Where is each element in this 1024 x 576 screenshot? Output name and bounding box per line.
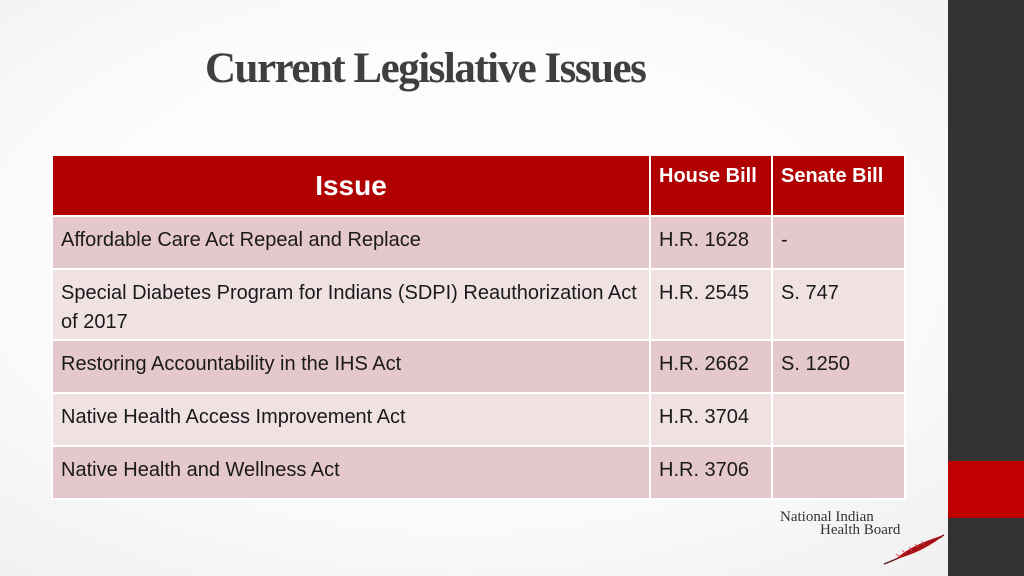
logo-text-line2: Health Board bbox=[820, 522, 901, 538]
header-senate-bill: Senate Bill bbox=[772, 155, 905, 216]
issue-cell: Native Health and Wellness Act bbox=[52, 446, 650, 499]
feather-icon bbox=[882, 532, 946, 566]
table-row bbox=[52, 393, 905, 446]
issue-cell: Special Diabetes Program for Indians (SDPI) Reauthorization Act of 2017 bbox=[52, 269, 650, 340]
house-bill-cell: H.R. 3706 bbox=[650, 446, 772, 499]
sidebar-accent-block bbox=[948, 461, 1024, 518]
table-row bbox=[52, 446, 905, 499]
senate-bill-cell bbox=[772, 446, 905, 499]
issue-cell: Restoring Accountability in the IHS Act bbox=[52, 340, 650, 393]
table-row bbox=[52, 269, 905, 340]
header-issue: Issue bbox=[52, 155, 650, 216]
house-bill-cell: H.R. 3704 bbox=[650, 393, 772, 446]
logo-text-line1: National Indian bbox=[780, 509, 874, 525]
table-row bbox=[52, 216, 905, 269]
issue-cell: Native Health Access Improvement Act bbox=[52, 393, 650, 446]
senate-bill-cell: - bbox=[772, 216, 905, 269]
senate-bill-cell: S. 747 bbox=[772, 269, 905, 340]
house-bill-cell: H.R. 1628 bbox=[650, 216, 772, 269]
senate-bill-cell: S. 1250 bbox=[772, 340, 905, 393]
senate-bill-cell bbox=[772, 393, 905, 446]
house-bill-cell: H.R. 2545 bbox=[650, 269, 772, 340]
header-house-bill: House Bill bbox=[650, 155, 772, 216]
issue-cell: Affordable Care Act Repeal and Replace bbox=[52, 216, 650, 269]
table-row bbox=[52, 340, 905, 393]
nihb-logo bbox=[778, 508, 948, 568]
table-header-row bbox=[52, 155, 905, 216]
slide-title: Current Legislative Issues bbox=[205, 45, 646, 92]
house-bill-cell: H.R. 2662 bbox=[650, 340, 772, 393]
legislative-issues-table bbox=[51, 154, 906, 500]
